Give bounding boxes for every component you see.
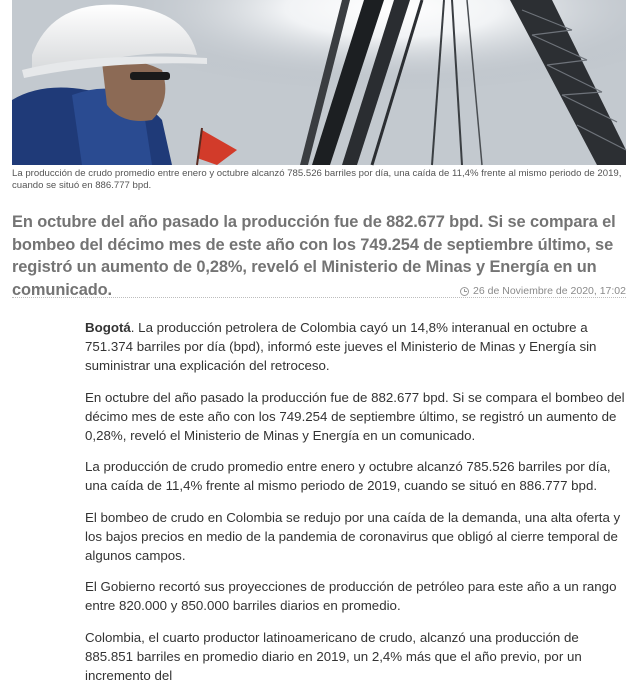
meta-divider bbox=[12, 297, 626, 298]
paragraph-4: El bombeo de crudo en Colombia se redujo por una caída de la demanda, una alta oferta y los bajos precios en medio de la pandemia de coronavirus que obligó al cierre temporal de algunos campos. bbox=[85, 509, 621, 564]
dateline: Bogotá bbox=[85, 320, 131, 335]
paragraph-5: El Gobierno recortó sus proyecciones de producción de petróleo para este año a un rango entre 820.000 y 850.000 barriles diarios en promedio. bbox=[85, 579, 617, 614]
publish-date-row bbox=[456, 285, 626, 297]
photo-caption: La producción de crudo promedio entre enero y octubre alcanzó 785.526 barriles por día, una caída de 11,4% frente al mismo periodo de 2019, cuando se situó en 886.777 bpd. bbox=[12, 168, 622, 191]
oil-worker-derrick-illustration bbox=[12, 0, 626, 165]
article-body bbox=[85, 318, 625, 697]
article-photo bbox=[12, 0, 626, 165]
paragraph-6: Colombia, el cuarto productor latinoamericano de crudo, alcanzó una producción de 885.851 barriles en promedio diario en 2019, un 2,4% más que el año previo, por un incremento del bbox=[85, 629, 582, 684]
paragraph-2: En octubre del año pasado la producción fue de 882.677 bpd. Si se compara el bombeo del décimo mes de este año con los 749.254 de septiembre último, se registró un aumento de 0,28%, reveló el Ministerio de Minas y Energía en un comunicado. bbox=[85, 389, 625, 444]
paragraph-3: La producción de crudo promedio entre enero y octubre alcanzó 785.526 barriles por día, una caída de 11,4% frente al mismo periodo de 2019, cuando se situó en 886.777 bpd. bbox=[85, 459, 611, 494]
publish-date: 26 de Noviembre de 2020, 17:02 bbox=[473, 285, 626, 297]
paragraph-1-text: . La producción petrolera de Colombia cayó un 14,8% interanual en octubre a 751.374 barriles por día (bpd), informó este jueves el Ministerio de Minas y Energía sin suministrar una explicación del retroceso. bbox=[85, 320, 597, 374]
clock-icon bbox=[460, 287, 469, 296]
article-lead: En octubre del año pasado la producción fue de 882.677 bpd. Si se compara el bombeo del décimo mes de este año con los 749.254 de septiembre último, se registró un aumento de 0,28%, reveló el Ministerio de Minas y Energía en un comunicado. bbox=[12, 213, 616, 299]
paragraph-1 bbox=[85, 318, 625, 376]
